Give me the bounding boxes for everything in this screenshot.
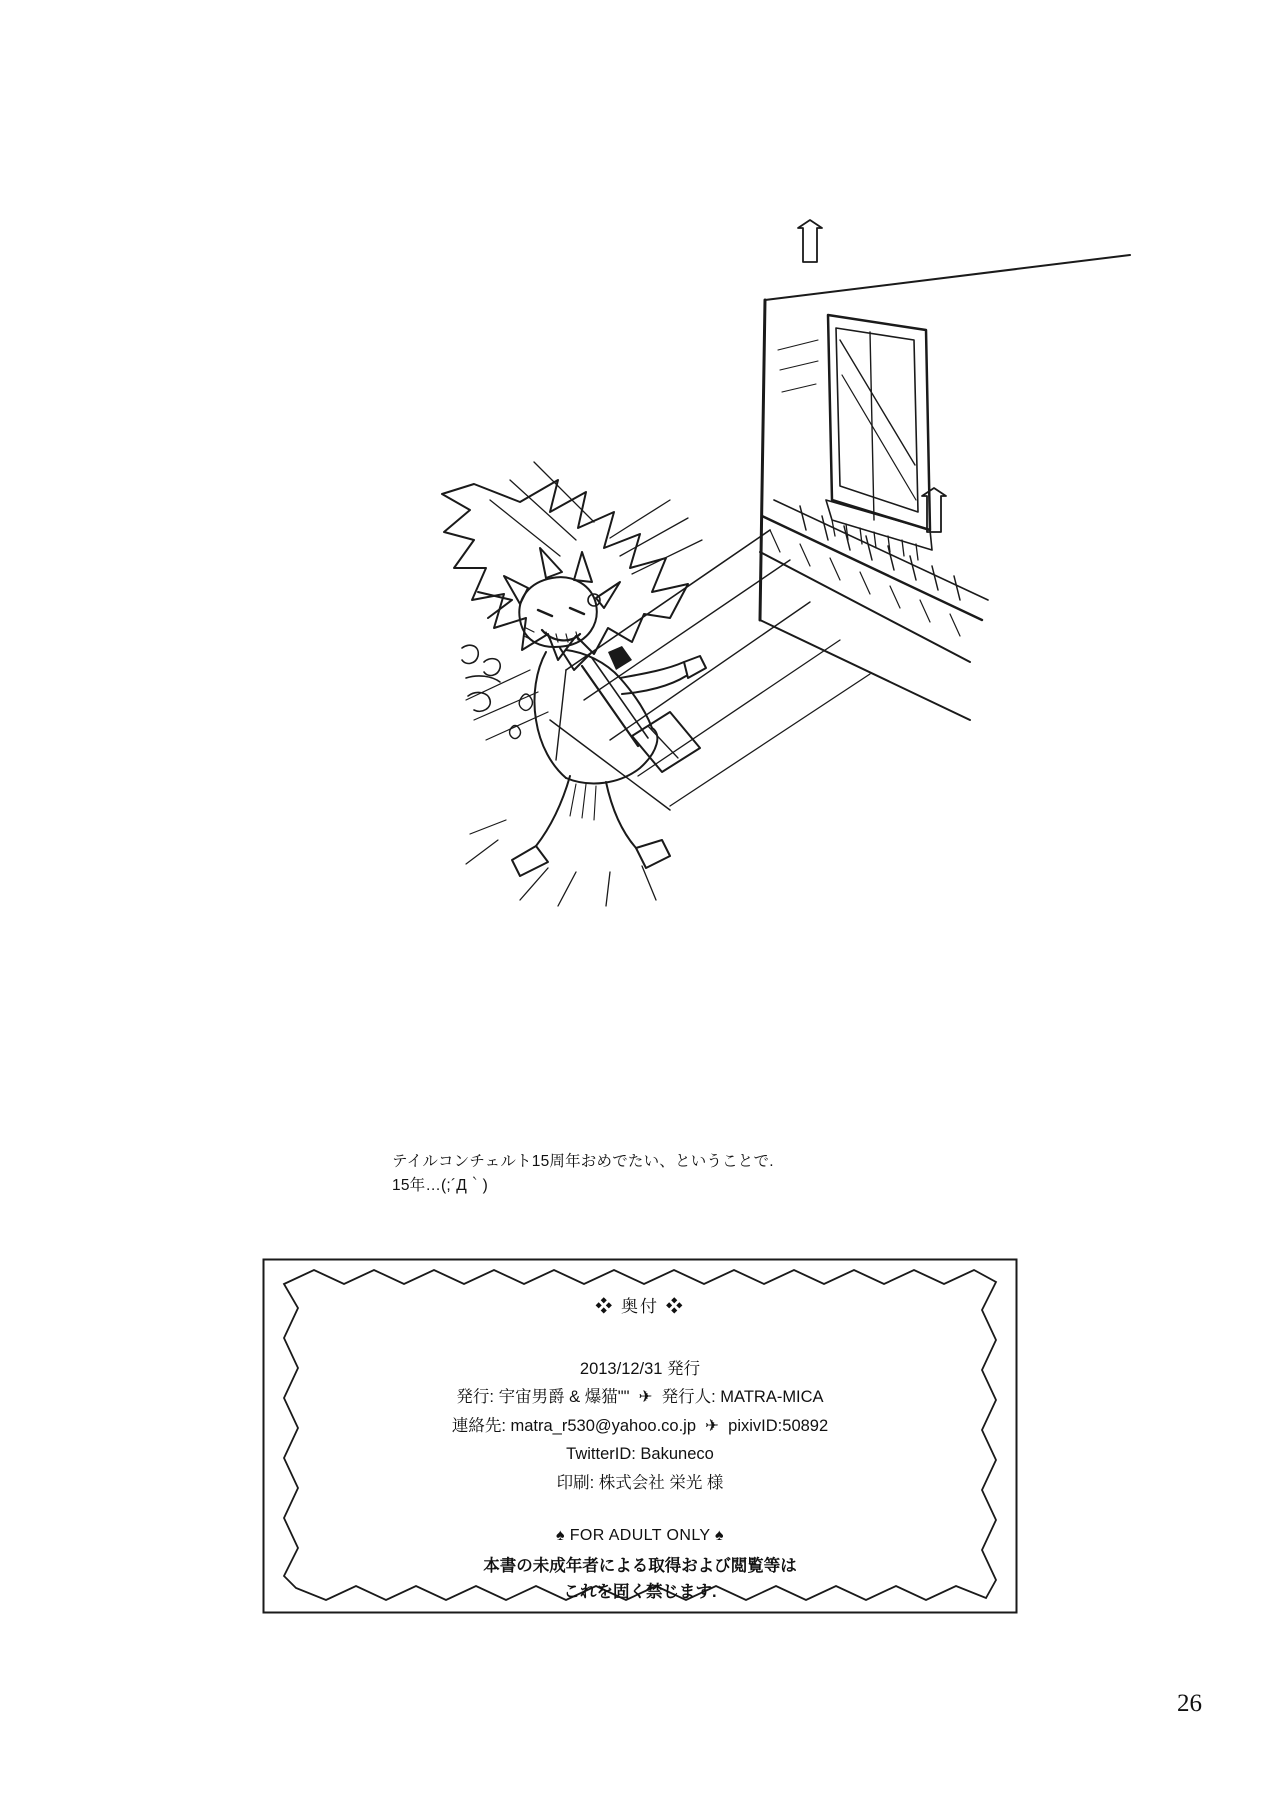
page-number: 26 <box>1177 1690 1202 1717</box>
colophon-date: 2013/12/31 発行 <box>579 1360 701 1378</box>
colophon-warning-line-1: 本書の未成年者による取得および閲覧等は <box>483 1556 797 1575</box>
colophon-box <box>262 1258 1018 1614</box>
afterword-line-2: 15年…(;´Д｀) <box>392 1177 489 1195</box>
afterword-line-1: テイルコンチェルト15周年おめでたい、ということで. <box>392 1153 774 1170</box>
colophon-printer: 印刷: 株式会社 栄光 様 <box>556 1473 724 1492</box>
colophon-details <box>292 1355 988 1497</box>
colophon-publisher: 発行: 宇宙男爵 & 爆猫"" ✈ 発行人: MATRA-MICA <box>456 1388 824 1407</box>
colophon-adult-only: ♠ FOR ADULT ONLY ♠ <box>556 1526 724 1544</box>
colophon-warning <box>292 1553 988 1606</box>
colophon-title: ❖ 奥付 ❖ <box>595 1297 685 1316</box>
colophon-contact: 連絡先: matra_r530@yahoo.co.jp ✈ pixivID:50892 <box>451 1416 829 1435</box>
colophon-twitter: TwitterID: Bakuneco <box>566 1445 714 1464</box>
colophon-warning-line-2: これを固く禁じます. <box>563 1583 717 1602</box>
afterword-text <box>392 1150 1012 1198</box>
comic-panel-illustration <box>370 200 1160 920</box>
